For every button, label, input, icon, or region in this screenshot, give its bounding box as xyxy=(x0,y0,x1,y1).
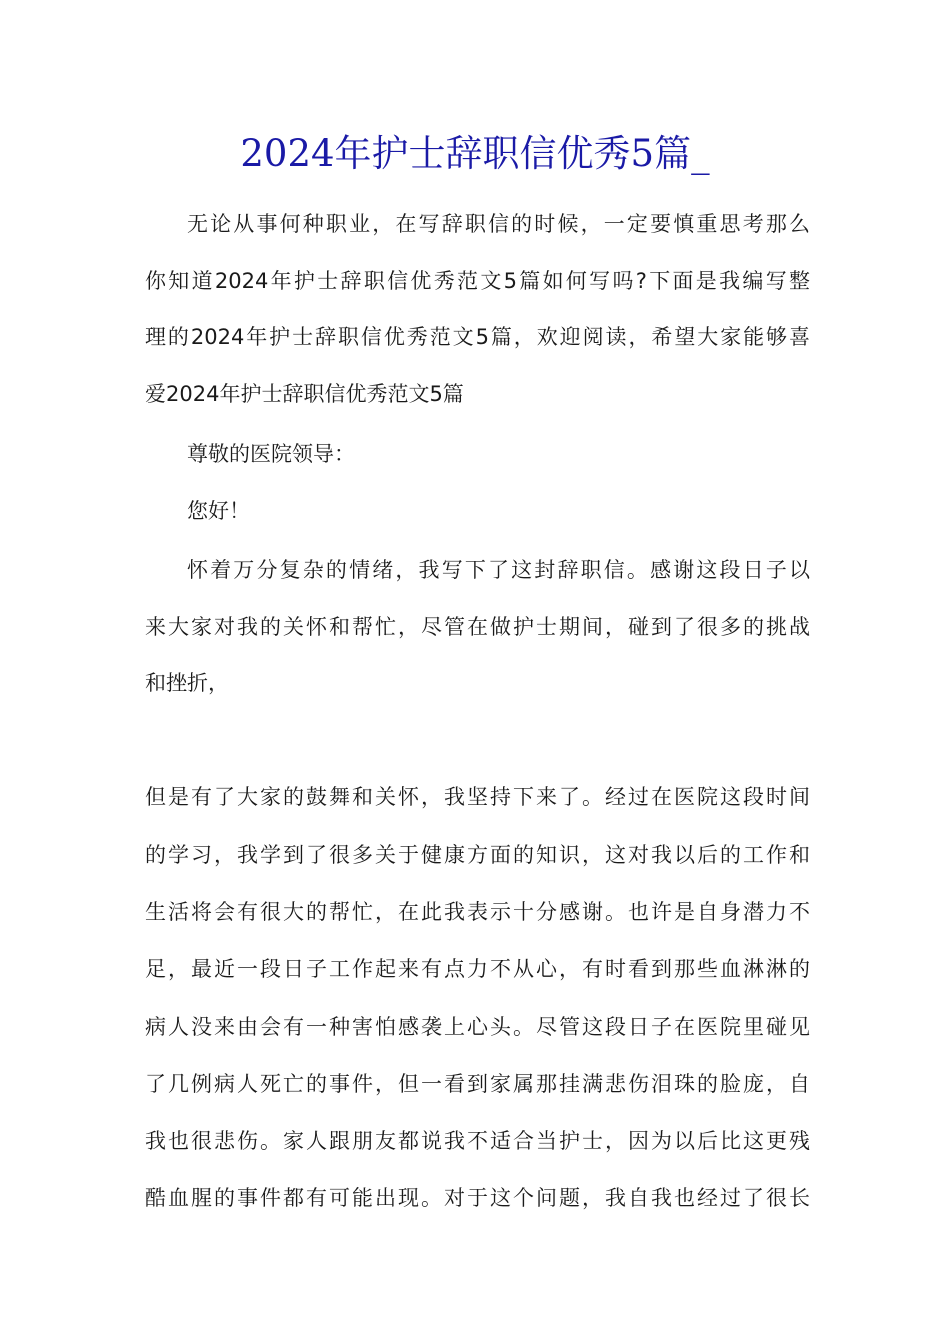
salutation: 尊敬的医院领导： xyxy=(187,442,355,466)
paragraph-line: 你知道2024年护士辞职信优秀范文5篇如何写吗?下面是我编写整 xyxy=(145,269,810,293)
paragraph-line: 爱2024年护士辞职信优秀范文5篇 xyxy=(145,382,464,406)
paragraph-line: 和挫折， xyxy=(145,671,229,695)
document-title: 2024年护士辞职信优秀5篇_ xyxy=(240,132,710,175)
paragraph-line: 理的2024年护士辞职信优秀范文5篇，欢迎阅读，希望大家能够喜 xyxy=(145,325,810,349)
paragraph-line: 了几例病人死亡的事件，但一看到家属那挂满悲伤泪珠的脸庞，自 xyxy=(145,1072,810,1096)
paragraph-line: 来大家对我的关怀和帮忙，尽管在做护士期间，碰到了很多的挑战 xyxy=(145,615,810,639)
paragraph-line: 生活将会有很大的帮忙，在此我表示十分感谢。也许是自身潜力不 xyxy=(145,900,810,924)
paragraph-line: 但是有了大家的鼓舞和关怀，我坚持下来了。经过在医院这段时间 xyxy=(145,785,810,809)
paragraph-line: 我也很悲伤。家人跟朋友都说我不适合当护士，因为以后比这更残 xyxy=(145,1129,810,1153)
paragraph-line: 酷血腥的事件都有可能出现。对于这个问题，我自我也经过了很长 xyxy=(145,1186,810,1210)
paragraph-line: 足，最近一段日子工作起来有点力不从心，有时看到那些血淋淋的 xyxy=(145,957,810,981)
paragraph-line: 病人没来由会有一种害怕感袭上心头。尽管这段日子在医院里碰见 xyxy=(145,1015,810,1039)
paragraph-line: 的学习，我学到了很多关于健康方面的知识，这对我以后的工作和 xyxy=(145,843,810,867)
paragraph-line: 无论从事何种职业，在写辞职信的时候，一定要慎重思考那么 xyxy=(187,212,810,236)
paragraph-line: 怀着万分复杂的情绪，我写下了这封辞职信。感谢这段日子以 xyxy=(187,558,810,582)
greeting: 您好！ xyxy=(187,499,250,523)
